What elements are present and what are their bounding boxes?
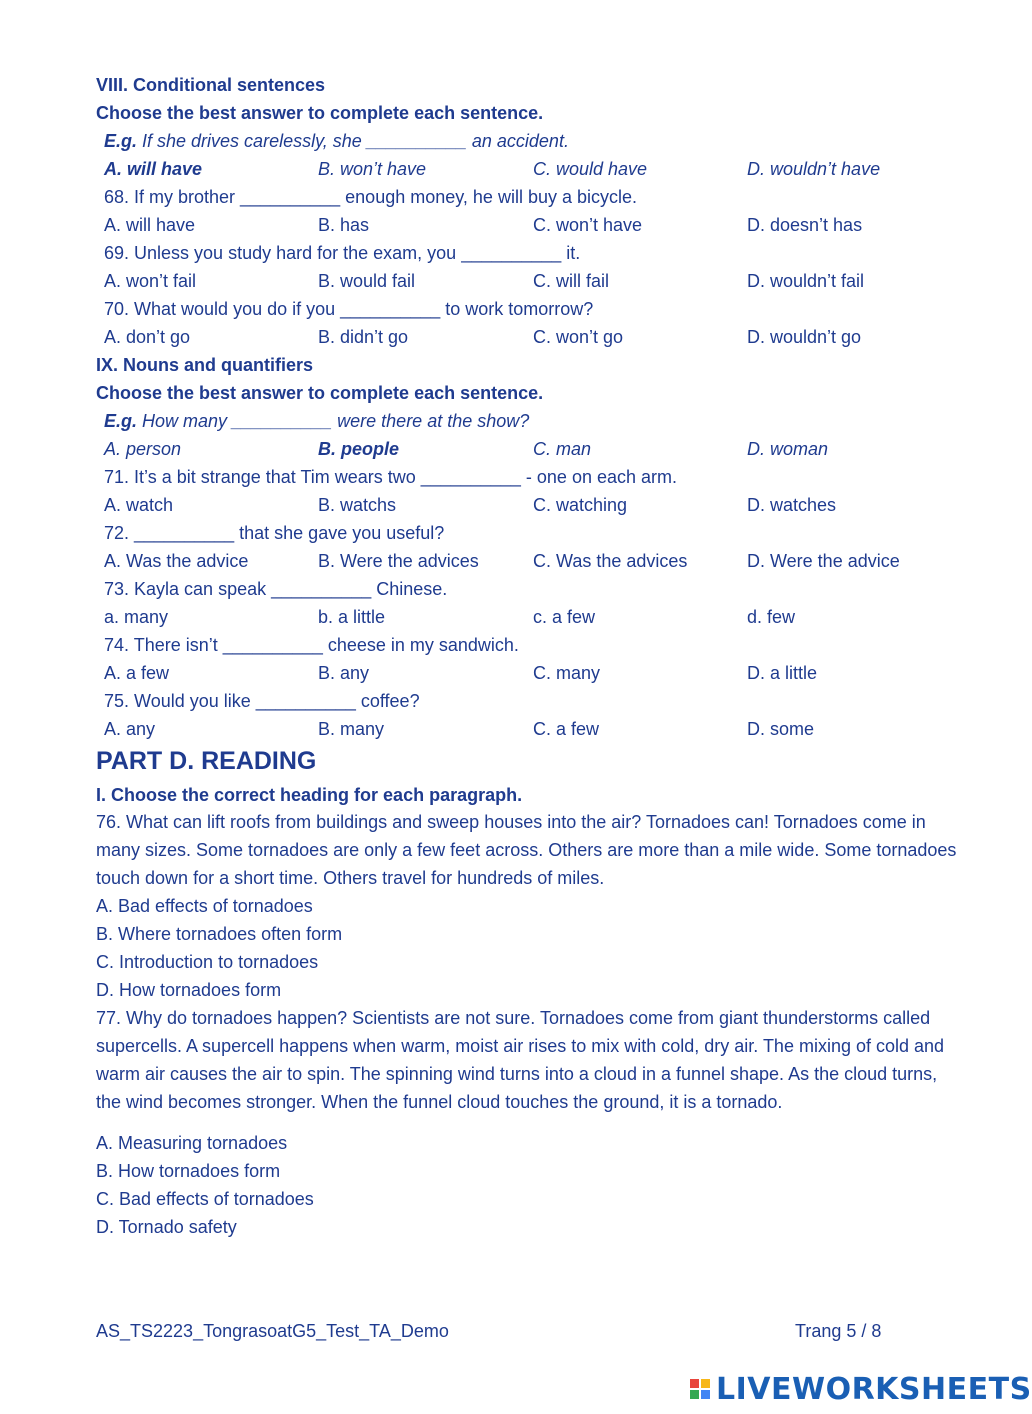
option-d[interactable]: D. doesn’t has bbox=[747, 215, 863, 235]
option-b[interactable]: B. Were the advices bbox=[318, 551, 479, 571]
option-b[interactable]: B. any bbox=[318, 663, 370, 683]
question-options bbox=[104, 494, 964, 516]
heading-option-b[interactable]: B. How tornadoes form bbox=[96, 1161, 281, 1181]
example-stem bbox=[104, 130, 569, 152]
section-title: VIII. Conditional sentences bbox=[96, 75, 326, 95]
question-stem: 74. There isn’t __________ cheese in my sandwich. bbox=[104, 635, 519, 655]
liveworksheets-logo-icon bbox=[690, 1379, 710, 1399]
example-option-d: D. wouldn’t have bbox=[747, 159, 881, 179]
heading-option-d[interactable]: D. Tornado safety bbox=[96, 1217, 237, 1237]
example-text: How many __________ were there at the show? bbox=[137, 411, 530, 431]
option-b[interactable]: B. many bbox=[318, 719, 385, 739]
option-b[interactable]: B. didn’t go bbox=[318, 327, 409, 347]
section-instruction: Choose the best answer to complete each sentence. bbox=[96, 103, 544, 123]
option-a[interactable]: A. a few bbox=[104, 663, 170, 683]
example-option-d: D. woman bbox=[747, 439, 829, 459]
option-a[interactable]: A. don’t go bbox=[104, 327, 191, 347]
example-option-c: C. man bbox=[533, 439, 592, 459]
part-title: PART D. READING bbox=[96, 747, 317, 775]
option-a[interactable]: A. Was the advice bbox=[104, 551, 249, 571]
section-instruction: Choose the best answer to complete each sentence. bbox=[96, 383, 544, 403]
option-b[interactable]: B. would fail bbox=[318, 271, 416, 291]
option-b[interactable]: b. a little bbox=[318, 607, 386, 627]
example-option-a: A. will have bbox=[104, 159, 203, 179]
footer-doc-code: AS_TS2223_TongrasoatG5_Test_TA_Demo bbox=[96, 1321, 449, 1341]
logo-square-green bbox=[690, 1390, 699, 1399]
option-c[interactable]: C. will fail bbox=[533, 271, 610, 291]
option-c[interactable]: C. watching bbox=[533, 495, 628, 515]
reading-paragraph-77: 77. Why do tornadoes happen? Scientists are not sure. Tornadoes come from giant thunderstorms called supercells. A supercell happens when warm, moist air rises to mix with cold, dry air. The mixing of cold and warm air causes the air to spin. The spinning wind turns into a cloud in a funnel shape. As the cloud turns, the wind becomes stronger. When the funnel cloud touches the ground, it is a tornado. bbox=[96, 1008, 945, 1112]
option-a[interactable]: A. any bbox=[104, 719, 156, 739]
option-b[interactable]: B. watchs bbox=[318, 495, 397, 515]
question-options bbox=[104, 662, 964, 684]
logo-square-red bbox=[690, 1379, 699, 1388]
option-a[interactable]: A. watch bbox=[104, 495, 174, 515]
liveworksheets-logo-text: LIVEWORKSHEETS bbox=[716, 1371, 1032, 1407]
liveworksheets-logo bbox=[690, 1372, 1032, 1406]
option-d[interactable]: D. wouldn’t fail bbox=[747, 271, 865, 291]
example-option-c: C. would have bbox=[533, 159, 648, 179]
option-d[interactable]: D. Were the advice bbox=[747, 551, 900, 571]
example-text: If she drives carelessly, she __________ an accident. bbox=[137, 131, 569, 151]
reading-paragraph-76: 76. What can lift roofs from buildings and sweep houses into the air? Tornadoes can! Tornadoes come in many sizes. Some tornadoes are only a few feet across. Others are more than a mile wide. Some tornadoes touch down for a short time. Others travel for hundreds of miles. bbox=[96, 812, 957, 888]
option-c[interactable]: C. Was the advices bbox=[533, 551, 688, 571]
option-d[interactable]: D. wouldn’t go bbox=[747, 327, 862, 347]
option-d[interactable]: D. some bbox=[747, 719, 815, 739]
question-options bbox=[104, 550, 964, 572]
example-label: E.g. bbox=[104, 411, 138, 431]
option-d[interactable]: D. watches bbox=[747, 495, 837, 515]
option-a[interactable]: A. will have bbox=[104, 215, 196, 235]
heading-option-a[interactable]: A. Bad effects of tornadoes bbox=[96, 896, 313, 916]
option-b[interactable]: B. has bbox=[318, 215, 370, 235]
option-d[interactable]: D. a little bbox=[747, 663, 818, 683]
question-options bbox=[104, 270, 964, 292]
option-c[interactable]: C. many bbox=[533, 663, 601, 683]
option-a[interactable]: A. won’t fail bbox=[104, 271, 197, 291]
option-c[interactable]: c. a few bbox=[533, 607, 596, 627]
logo-square-blue bbox=[701, 1390, 710, 1399]
section-title: IX. Nouns and quantifiers bbox=[96, 355, 314, 375]
option-c[interactable]: C. won’t have bbox=[533, 215, 643, 235]
example-options bbox=[104, 438, 964, 460]
question-stem: 69. Unless you study hard for the exam, you __________ it. bbox=[104, 243, 581, 263]
question-stem: 70. What would you do if you __________ to work tomorrow? bbox=[104, 299, 594, 319]
option-a[interactable]: a. many bbox=[104, 607, 169, 627]
question-options bbox=[104, 718, 964, 740]
example-option-a: A. person bbox=[104, 439, 182, 459]
example-options bbox=[104, 158, 964, 180]
example-label: E.g. bbox=[104, 131, 138, 151]
heading-option-d[interactable]: D. How tornadoes form bbox=[96, 980, 282, 1000]
example-option-b: B. people bbox=[318, 439, 400, 459]
heading-option-a[interactable]: A. Measuring tornadoes bbox=[96, 1133, 288, 1153]
option-c[interactable]: C. a few bbox=[533, 719, 600, 739]
question-stem: 72. __________ that she gave you useful? bbox=[104, 523, 445, 543]
question-stem: 71. It’s a bit strange that Tim wears two __________ - one on each arm. bbox=[104, 467, 678, 487]
question-stem: 75. Would you like __________ coffee? bbox=[104, 691, 420, 711]
question-options bbox=[104, 606, 964, 628]
question-stem: 68. If my brother __________ enough money, he will buy a bicycle. bbox=[104, 187, 637, 207]
question-options bbox=[104, 214, 964, 236]
example-stem bbox=[104, 410, 529, 432]
heading-option-c[interactable]: C. Introduction to tornadoes bbox=[96, 952, 319, 972]
option-c[interactable]: C. won’t go bbox=[533, 327, 624, 347]
question-options bbox=[104, 326, 964, 348]
heading-option-c[interactable]: C. Bad effects of tornadoes bbox=[96, 1189, 314, 1209]
option-d[interactable]: d. few bbox=[747, 607, 796, 627]
example-option-b: B. won’t have bbox=[318, 159, 427, 179]
question-stem: 73. Kayla can speak __________ Chinese. bbox=[104, 579, 448, 599]
heading-option-b[interactable]: B. Where tornadoes often form bbox=[96, 924, 343, 944]
footer-page-number: Trang 5 / 8 bbox=[795, 1321, 882, 1341]
logo-square-yellow bbox=[701, 1379, 710, 1388]
part-instruction: I. Choose the correct heading for each paragraph. bbox=[96, 785, 523, 805]
